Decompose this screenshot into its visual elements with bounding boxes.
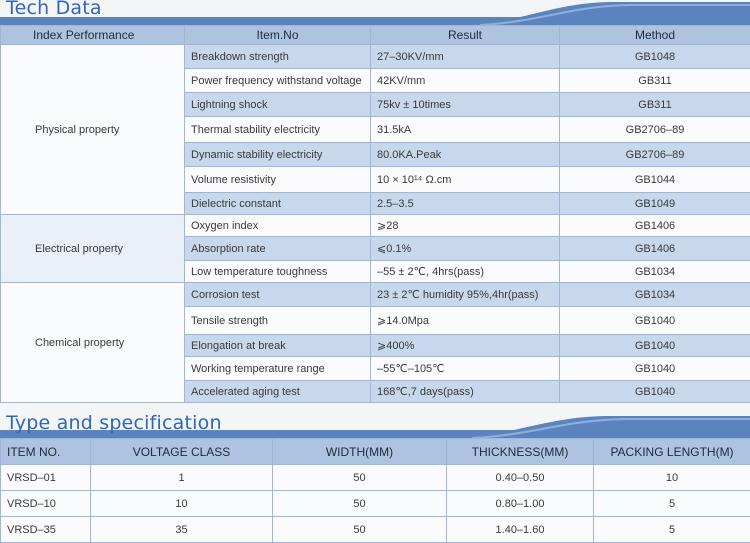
method-cell: GB311 bbox=[560, 93, 750, 117]
item-cell: Breakdown strength bbox=[185, 45, 371, 69]
method-cell: GB2706–89 bbox=[560, 117, 750, 143]
method-cell: GB1034 bbox=[560, 283, 750, 307]
item-cell: Thermal stability electricity bbox=[185, 117, 371, 143]
header-item-no: Item.No bbox=[185, 26, 371, 45]
spec-thickness-cell: 0.40–0.50 bbox=[447, 465, 594, 491]
spec-table bbox=[0, 438, 750, 543]
spec-title: Type and specification bbox=[6, 412, 222, 434]
spec-item-cell: VRSD–10 bbox=[1, 491, 91, 517]
result-cell: 80.0KA.Peak bbox=[371, 143, 560, 167]
category-label: Chemical property bbox=[1, 283, 185, 403]
category-label: Electrical property bbox=[1, 215, 185, 283]
header-method: Method bbox=[560, 26, 750, 45]
spec-header-width: WIDTH(MM) bbox=[273, 439, 447, 465]
item-cell: Tensile strength bbox=[185, 307, 371, 335]
result-cell: 31.5kA bbox=[371, 117, 560, 143]
spec-item-cell: VRSD–01 bbox=[1, 465, 91, 491]
method-cell: GB2706–89 bbox=[560, 143, 750, 167]
tech-data-header bbox=[0, 0, 750, 25]
spec-row bbox=[1, 517, 750, 543]
method-cell: GB1044 bbox=[560, 167, 750, 193]
spec-header-packing: PACKING LENGTH(M) bbox=[594, 439, 750, 465]
tech-data-table bbox=[0, 25, 750, 403]
method-cell: GB1406 bbox=[560, 237, 750, 261]
spec-voltage-cell: 35 bbox=[91, 517, 273, 543]
spec-width-cell: 50 bbox=[273, 517, 447, 543]
header-swoosh-decoration bbox=[460, 0, 750, 25]
result-cell: 75kv ± 10times bbox=[371, 93, 560, 117]
spec-thickness-cell: 0.80–1.00 bbox=[447, 491, 594, 517]
spec-packing-cell: 5 bbox=[594, 491, 750, 517]
method-cell: GB1040 bbox=[560, 357, 750, 381]
item-cell: Dielectric constant bbox=[185, 193, 371, 215]
result-cell: 2.5–3.5 bbox=[371, 193, 560, 215]
spec-width-cell: 50 bbox=[273, 465, 447, 491]
method-cell: GB1040 bbox=[560, 307, 750, 335]
tech-data-title: Tech Data bbox=[6, 0, 102, 19]
method-cell: GB311 bbox=[560, 69, 750, 93]
header-index-performance: Index Performance bbox=[1, 26, 185, 45]
method-cell: GB1034 bbox=[560, 261, 750, 283]
spec-item-cell: VRSD–35 bbox=[1, 517, 91, 543]
spec-header-thickness: THICKNESS(MM) bbox=[447, 439, 594, 465]
result-cell: ⩾400% bbox=[371, 335, 560, 357]
spec-thickness-cell: 1.40–1.60 bbox=[447, 517, 594, 543]
spec-header bbox=[0, 414, 750, 438]
spec-packing-cell: 10 bbox=[594, 465, 750, 491]
result-cell: ⩽0.1% bbox=[371, 237, 560, 261]
item-cell: Corrosion test bbox=[185, 283, 371, 307]
spec-header-item-no: ITEM NO. bbox=[1, 439, 91, 465]
result-cell: 42KV/mm bbox=[371, 69, 560, 93]
method-cell: GB1040 bbox=[560, 335, 750, 357]
method-cell: GB1040 bbox=[560, 381, 750, 403]
header-result: Result bbox=[371, 26, 560, 45]
result-cell: –55℃–105℃ bbox=[371, 357, 560, 381]
tech-row bbox=[1, 283, 750, 307]
item-cell: Lightning shock bbox=[185, 93, 371, 117]
item-cell: Power frequency withstand voltage bbox=[185, 69, 371, 93]
item-cell: Absorption rate bbox=[185, 237, 371, 261]
spec-width-cell: 50 bbox=[273, 491, 447, 517]
spec-swoosh-decoration bbox=[450, 414, 750, 438]
tech-row bbox=[1, 215, 750, 237]
item-cell: Low temperature toughness bbox=[185, 261, 371, 283]
method-cell: GB1049 bbox=[560, 193, 750, 215]
spec-voltage-cell: 10 bbox=[91, 491, 273, 517]
result-cell: 23 ± 2℃ humidity 95%,4hr(pass) bbox=[371, 283, 560, 307]
spec-row bbox=[1, 491, 750, 517]
spec-packing-cell: 5 bbox=[594, 517, 750, 543]
result-cell: ⩾14.0Mpa bbox=[371, 307, 560, 335]
result-cell: –55 ± 2℃, 4hrs(pass) bbox=[371, 261, 560, 283]
spec-voltage-cell: 1 bbox=[91, 465, 273, 491]
method-cell: GB1406 bbox=[560, 215, 750, 237]
spec-row bbox=[1, 465, 750, 491]
result-cell: 27–30KV/mm bbox=[371, 45, 560, 69]
result-cell: ⩾28 bbox=[371, 215, 560, 237]
tech-row bbox=[1, 45, 750, 69]
item-cell: Dynamic stability electricity bbox=[185, 143, 371, 167]
result-cell: 10 × 10¹⁴ Ω.cm bbox=[371, 167, 560, 193]
item-cell: Working temperature range bbox=[185, 357, 371, 381]
item-cell: Oxygen index bbox=[185, 215, 371, 237]
result-cell: 168℃,7 days(pass) bbox=[371, 381, 560, 403]
item-cell: Elongation at break bbox=[185, 335, 371, 357]
item-cell: Volume resistivity bbox=[185, 167, 371, 193]
item-cell: Accelerated aging test bbox=[185, 381, 371, 403]
method-cell: GB1048 bbox=[560, 45, 750, 69]
category-label: Physical property bbox=[1, 45, 185, 215]
spec-header-voltage: VOLTAGE CLASS bbox=[91, 439, 273, 465]
